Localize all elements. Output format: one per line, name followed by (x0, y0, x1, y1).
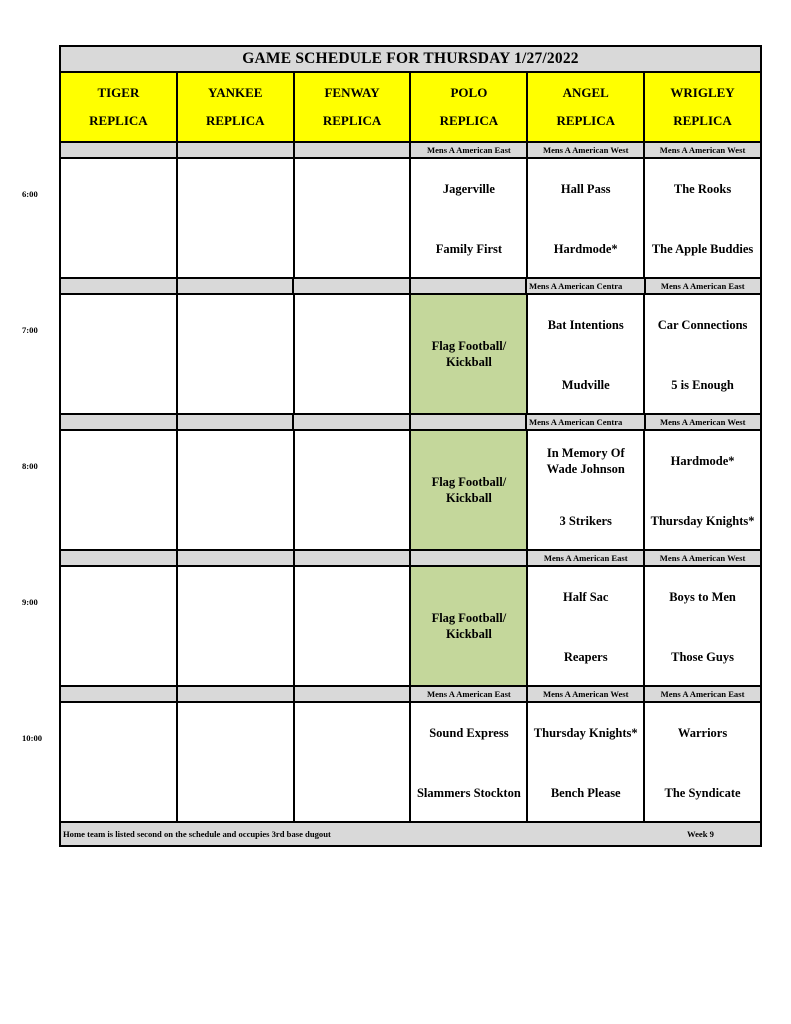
game-slot-wrigley (645, 703, 760, 821)
division-label-wrigley: Mens A American West (645, 143, 760, 157)
week-label: Week 9 (687, 829, 714, 839)
time-label: 7:00 (22, 325, 38, 335)
game-slot-polo (411, 159, 526, 277)
division-label-yankee (178, 279, 293, 293)
field-header-fenway (295, 73, 410, 141)
empty-slot-fenway (295, 431, 410, 549)
field-sub: REPLICA (556, 113, 615, 128)
schedule-footer (61, 823, 760, 845)
away-team: In Memory Of Wade Johnson (546, 446, 625, 476)
empty-slot-fenway (295, 567, 410, 685)
away-team: Jagerville (442, 182, 495, 196)
empty-slot-fenway (295, 703, 410, 821)
division-row (61, 279, 760, 295)
division-row (61, 415, 760, 431)
division-label-yankee (178, 143, 293, 157)
division-label-angel: Mens A American West (528, 143, 643, 157)
division-label-angel: Mens A American Centra (527, 415, 644, 429)
division-label-polo (411, 279, 526, 293)
division-label-angel: Mens A American West (528, 687, 643, 701)
division-label-wrigley: Mens A American West (645, 551, 760, 565)
away-team: The Rooks (673, 182, 732, 196)
game-slot-wrigley (645, 295, 760, 413)
home-team: Thursday Knights* (650, 514, 755, 528)
away-team: Car Connections (657, 318, 748, 332)
empty-slot-yankee (178, 295, 293, 413)
away-team: Hall Pass (560, 182, 611, 196)
away-team: Thursday Knights* (533, 726, 638, 740)
field-sub: REPLICA (89, 113, 148, 128)
empty-slot-yankee (178, 431, 293, 549)
time-label: 8:00 (22, 461, 38, 471)
field-header-yankee (178, 73, 293, 141)
reserved-label: Flag Football/ Kickball (431, 339, 507, 369)
reserved-slot-polo (411, 295, 526, 413)
away-team: Bat Intentions (547, 318, 624, 332)
away-team: Boys to Men (669, 590, 736, 604)
empty-slot-yankee (178, 159, 293, 277)
empty-slot-tiger (61, 431, 176, 549)
division-label-polo: Mens A American East (411, 143, 526, 157)
division-row (61, 551, 760, 567)
game-slot-polo (411, 703, 526, 821)
field-header-wrigley (645, 73, 760, 141)
field-header-polo (411, 73, 526, 141)
field-header-tiger (61, 73, 176, 141)
home-team: 3 Strikers (559, 514, 612, 528)
reserved-label: Flag Football/ Kickball (431, 611, 507, 641)
time-label: 10:00 (22, 733, 43, 743)
division-label-fenway (294, 415, 409, 429)
field-sub: REPLICA (322, 113, 382, 128)
division-label-fenway (294, 279, 409, 293)
home-team: Bench Please (550, 786, 621, 800)
home-team: The Syndicate (664, 786, 741, 800)
game-row (61, 703, 760, 823)
division-label-angel: Mens A American Centra (527, 279, 644, 293)
game-slot-wrigley (645, 159, 760, 277)
division-label-wrigley: Mens A American East (645, 687, 760, 701)
division-label-polo (411, 551, 526, 565)
game-slot-angel (528, 567, 643, 685)
division-label-wrigley: Mens A American East (646, 279, 761, 293)
game-slot-angel (528, 159, 643, 277)
home-team: Mudville (561, 378, 610, 392)
game-row (61, 567, 760, 687)
field-name: POLO (450, 85, 488, 100)
empty-slot-tiger (61, 703, 176, 821)
home-team: Slammers Stockton (416, 786, 521, 800)
division-label-fenway (295, 687, 410, 701)
division-row (61, 143, 760, 159)
game-slot-angel (528, 703, 643, 821)
home-team: Those Guys (671, 650, 734, 664)
field-header-angel (528, 73, 643, 141)
time-slots (61, 143, 760, 823)
division-label-tiger (61, 415, 176, 429)
schedule-table (59, 45, 762, 847)
game-slot-angel (528, 431, 643, 549)
field-name: YANKEE (208, 85, 263, 100)
empty-slot-fenway (295, 159, 410, 277)
division-label-tiger (61, 687, 176, 701)
division-label-polo: Mens A American East (411, 687, 526, 701)
field-sub: REPLICA (673, 113, 732, 128)
division-label-tiger (61, 143, 176, 157)
time-label: 6:00 (22, 189, 38, 199)
schedule-title: GAME SCHEDULE FOR THURSDAY 1/27/2022 (61, 47, 760, 73)
home-team: 5 is Enough (671, 378, 734, 392)
reserved-label: Flag Football/ Kickball (431, 475, 507, 505)
away-team: Half Sac (562, 590, 609, 604)
division-label-polo (411, 415, 526, 429)
division-label-tiger (61, 551, 176, 565)
field-name: WRIGLEY (670, 85, 735, 100)
division-label-yankee (178, 551, 293, 565)
game-slot-wrigley (645, 431, 760, 549)
home-team: The Apple Buddies (651, 242, 754, 256)
game-row (61, 159, 760, 279)
home-team: Family First (435, 242, 503, 256)
game-slot-wrigley (645, 567, 760, 685)
field-sub: REPLICA (439, 113, 499, 128)
division-row (61, 687, 760, 703)
home-team-note: Home team is listed second on the schedule and occupies 3rd base dugout (63, 829, 331, 839)
reserved-slot-polo (411, 431, 526, 549)
away-team: Sound Express (429, 726, 509, 740)
game-slot-angel (528, 295, 643, 413)
field-sub: REPLICA (205, 113, 265, 128)
field-header-row (61, 73, 760, 143)
away-team: Warriors (677, 726, 728, 740)
division-label-angel: Mens A American East (528, 551, 643, 565)
game-row (61, 295, 760, 415)
field-name: FENWAY (324, 85, 380, 100)
reserved-slot-polo (411, 567, 526, 685)
division-label-yankee (178, 415, 293, 429)
division-label-tiger (61, 279, 176, 293)
home-team: Reapers (563, 650, 608, 664)
empty-slot-fenway (295, 295, 410, 413)
game-row (61, 431, 760, 551)
field-name: ANGEL (562, 85, 609, 100)
time-label: 9:00 (22, 597, 38, 607)
field-name: TIGER (97, 85, 140, 100)
away-team: Hardmode* (670, 454, 735, 468)
empty-slot-tiger (61, 159, 176, 277)
empty-slot-yankee (178, 567, 293, 685)
home-team: Hardmode* (553, 242, 618, 256)
empty-slot-tiger (61, 295, 176, 413)
empty-slot-yankee (178, 703, 293, 821)
division-label-wrigley: Mens A American West (646, 415, 761, 429)
empty-slot-tiger (61, 567, 176, 685)
division-label-fenway (295, 143, 410, 157)
division-label-yankee (178, 687, 293, 701)
division-label-fenway (295, 551, 410, 565)
